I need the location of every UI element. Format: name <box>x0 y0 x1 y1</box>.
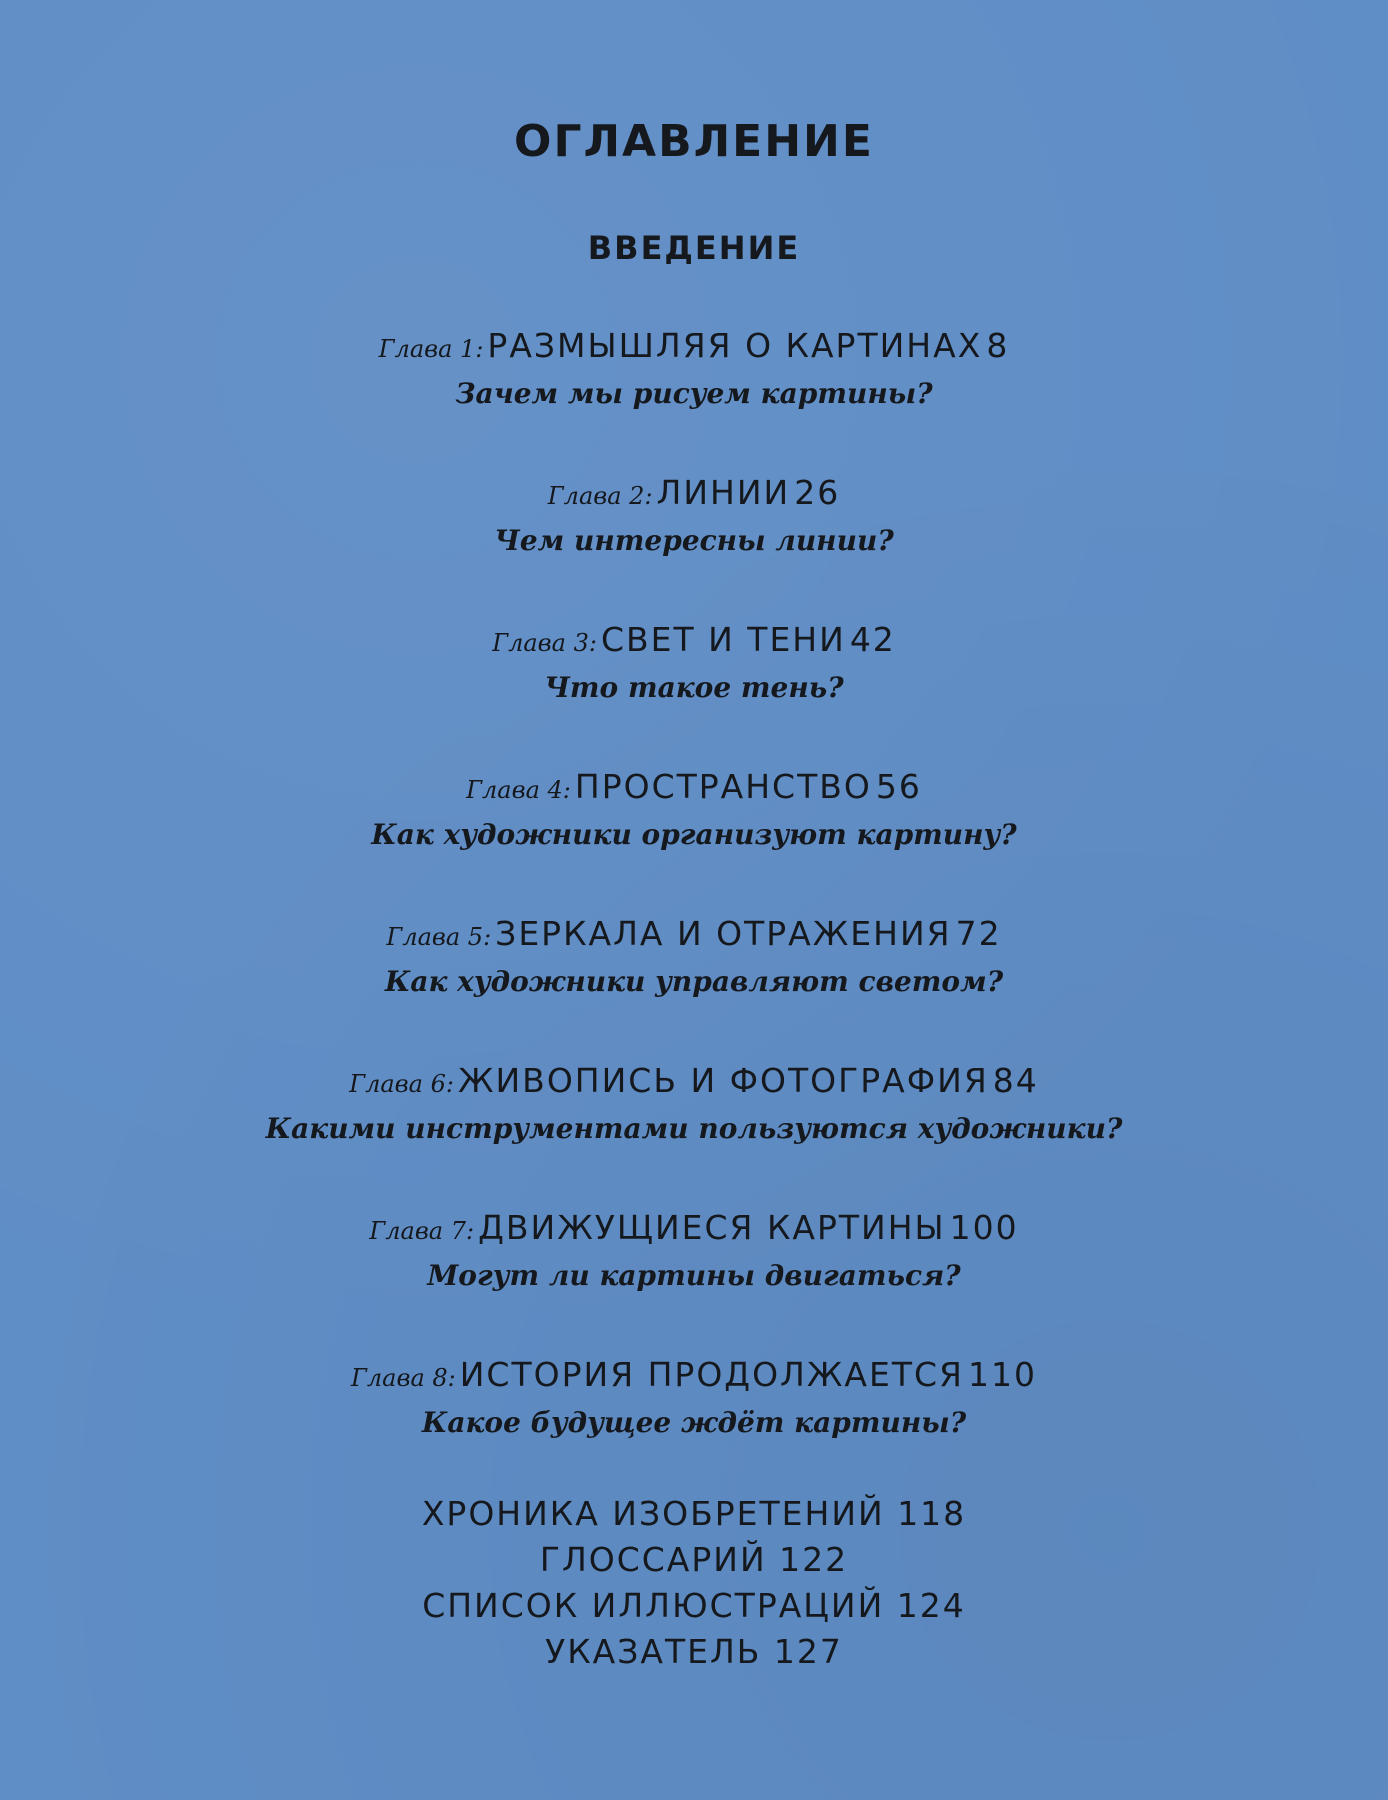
chapter-entry-5 <box>0 910 1388 1006</box>
chapter-question: Какое будущее ждёт картины? <box>421 1406 967 1439</box>
chapter-label: Глава 7: <box>369 1217 475 1245</box>
chapter-question: Чем интересны линии? <box>494 524 894 557</box>
chapter-name: ЖИВОПИСЬ И ФОТОГРАФИЯ <box>457 1061 989 1100</box>
chapter-heading <box>0 616 1388 664</box>
chapter-heading <box>0 469 1388 517</box>
chapter-entry-3 <box>0 616 1388 712</box>
chapter-label: Глава 5: <box>386 923 492 951</box>
chapter-page-number: 110 <box>967 1355 1037 1394</box>
chapter-entry-4 <box>0 763 1388 859</box>
chapter-label: Глава 8: <box>351 1364 456 1392</box>
entry-name: ГЛОССАРИЙ <box>539 1540 767 1579</box>
chapter-question: Что такое тень? <box>544 671 844 704</box>
chapter-name: ПРОСТРАНСТВО <box>574 767 872 806</box>
entry-name: СПИСОК ИЛЛЮСТРАЦИЙ <box>422 1586 885 1625</box>
chapter-question: Могут ли картины двигаться? <box>427 1259 961 1292</box>
chapter-name: СВЕТ И ТЕНИ <box>600 620 846 659</box>
chapter-name: ЗЕРКАЛА И ОТРАЖЕНИЯ <box>495 914 952 953</box>
chapter-list <box>0 322 1388 1447</box>
chapter-heading <box>0 1351 1388 1399</box>
chapter-entry-8 <box>0 1351 1388 1447</box>
back-matter-entry-glossary <box>0 1537 1388 1583</box>
chapter-question: Как художники управляют светом? <box>384 965 1004 998</box>
back-matter-list <box>0 1491 1388 1675</box>
entry-name: ХРОНИКА ИЗОБРЕТЕНИЙ <box>421 1494 885 1533</box>
intro-entry: ВВЕДЕНИЕ <box>587 229 801 267</box>
chapter-entry-1 <box>0 322 1388 418</box>
chapter-label: Глава 4: <box>466 776 571 804</box>
chapter-page-number: 100 <box>949 1208 1019 1247</box>
back-matter-entry-timeline <box>0 1491 1388 1537</box>
chapter-label: Глава 3: <box>492 629 597 657</box>
chapter-heading <box>0 1057 1388 1105</box>
back-matter-entry-index <box>0 1629 1388 1675</box>
entry-page-number: 118 <box>897 1494 967 1533</box>
chapter-label: Глава 6: <box>349 1070 454 1098</box>
chapter-heading <box>0 322 1388 370</box>
entry-page-number: 127 <box>773 1632 843 1671</box>
chapter-page-number: 72 <box>955 914 1002 953</box>
chapter-question: Как художники организуют картину? <box>371 818 1017 851</box>
chapter-heading <box>0 763 1388 811</box>
chapter-page-number: 42 <box>849 620 896 659</box>
chapter-question: Какими инструментами пользуются художники? <box>265 1112 1123 1145</box>
chapter-label: Глава 2: <box>547 482 653 510</box>
chapter-heading <box>0 1204 1388 1252</box>
chapter-page-number: 8 <box>986 326 1010 365</box>
chapter-entry-6 <box>0 1057 1388 1153</box>
chapter-name: ДВИЖУЩИЕСЯ КАРТИНЫ <box>478 1208 946 1247</box>
chapter-entry-2 <box>0 469 1388 565</box>
page-title: ОГЛАВЛЕНИЕ <box>514 116 874 167</box>
chapter-page-number: 26 <box>794 473 841 512</box>
chapter-label: Глава 1: <box>378 335 484 363</box>
table-of-contents <box>0 100 1388 1675</box>
chapter-entry-7 <box>0 1204 1388 1300</box>
chapter-name: ИСТОРИЯ ПРОДОЛЖАЕТСЯ <box>459 1355 964 1394</box>
chapter-question: Зачем мы рисуем картины? <box>455 377 933 410</box>
chapter-page-number: 84 <box>992 1061 1039 1100</box>
chapter-name: РАЗМЫШЛЯЯ О КАРТИНАХ <box>487 326 983 365</box>
chapter-name: ЛИНИИ <box>656 473 791 512</box>
chapter-page-number: 56 <box>875 767 922 806</box>
entry-name: УКАЗАТЕЛЬ <box>545 1632 762 1671</box>
entry-page-number: 124 <box>896 1586 966 1625</box>
chapter-heading <box>0 910 1388 958</box>
entry-page-number: 122 <box>779 1540 849 1579</box>
back-matter-entry-illustrations <box>0 1583 1388 1629</box>
